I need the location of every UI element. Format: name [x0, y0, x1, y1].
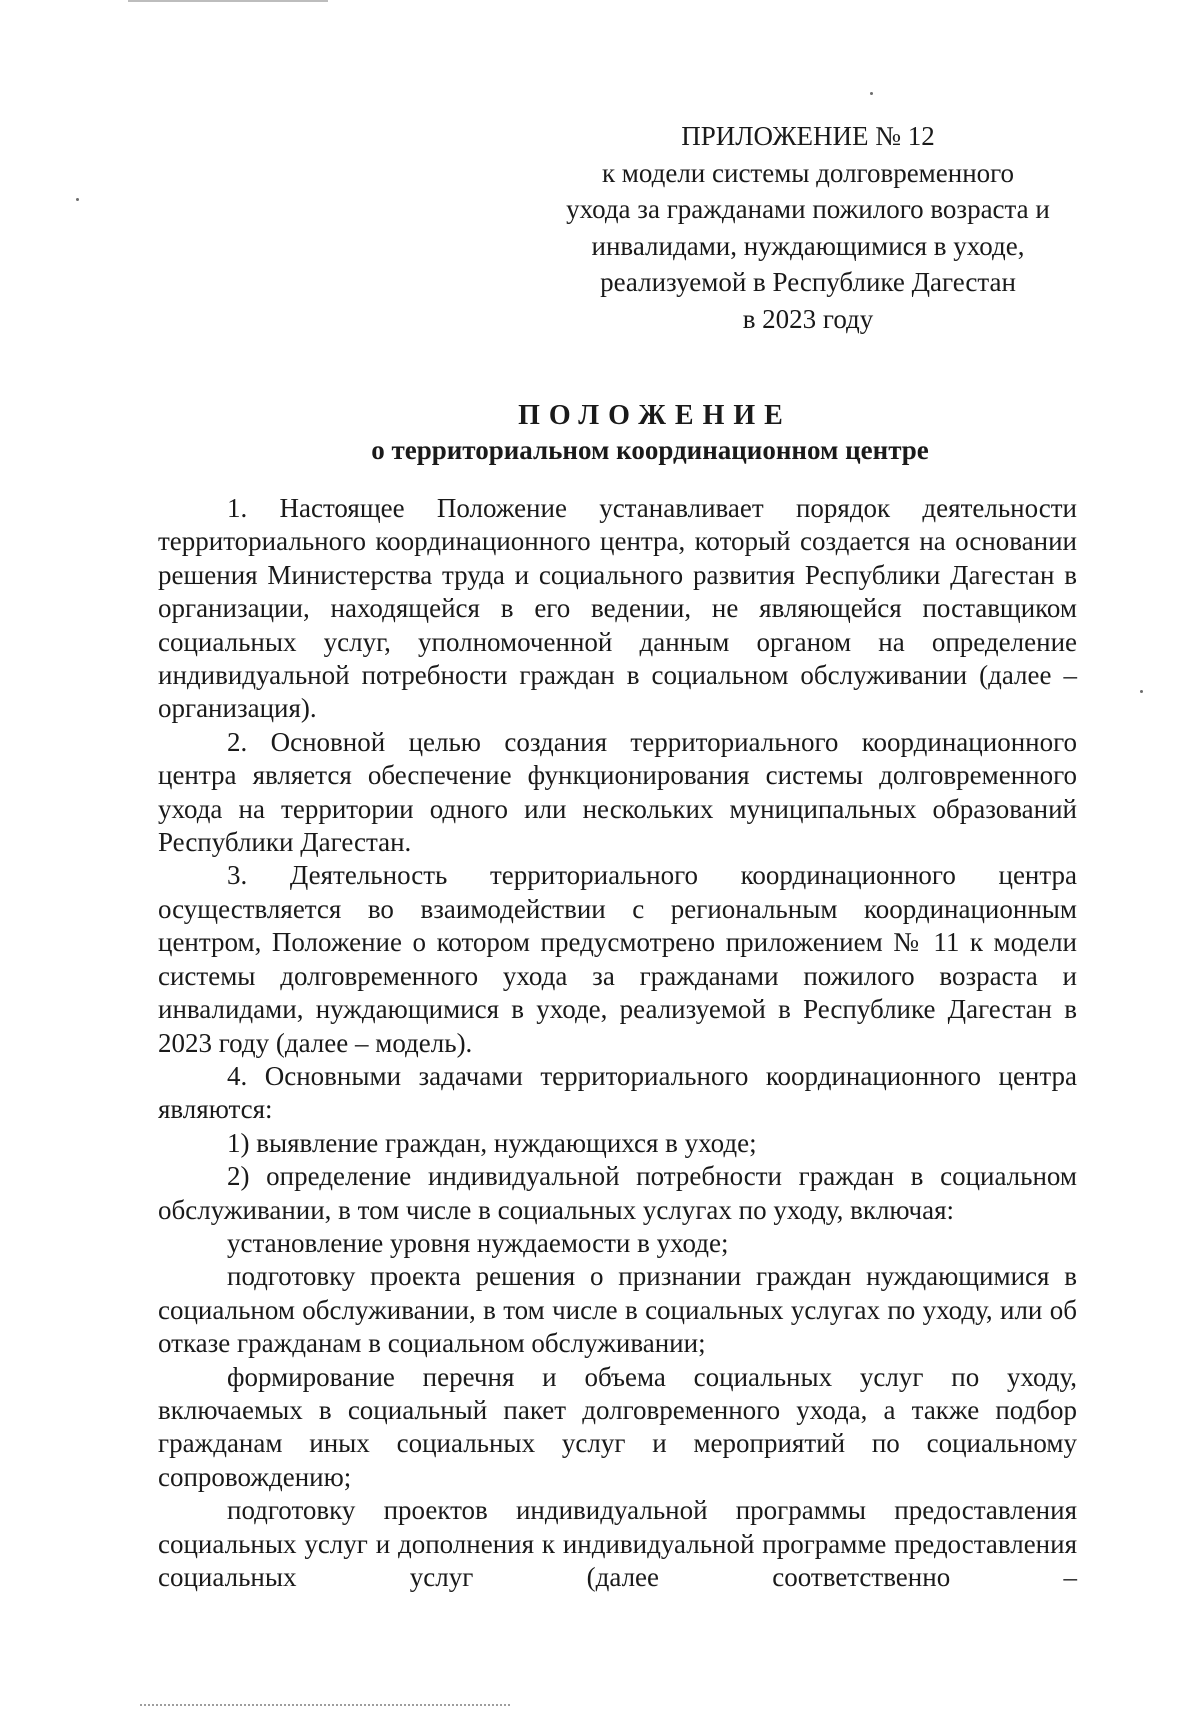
appendix-number: ПРИЛОЖЕНИЕ № 12	[681, 121, 935, 151]
scan-artifact-bottom	[140, 1704, 510, 1708]
document-title	[160, 398, 1140, 468]
paragraph: 3. Деятельность территориального координационного центра осуществляется во взаимодействии с региональным координационным центром, Положение о котором предусмотрено приложением № 11 к модели системы долговременного ухода за гражданами пожилого возраста и инвалидами, нуждающимися в уходе, реализуемой в Республике Дагестан в 2023 году (далее – модель).	[158, 860, 1077, 1058]
sub-item: формирование перечня и объема социальных услуг по уходу, включаемых в социальный пакет долговременного ухода, а также подбор гражданам иных социальных услуг и мероприятий по социальному сопровождению;	[158, 1361, 1077, 1492]
paragraph: 2. Основной целью создания территориального координационного центра является обеспечение функционирования системы долговременного ухода на территории одного или нескольких муниципальных образований Республики Дагестан.	[158, 726, 1077, 858]
appendix-line: к модели системы долговременного	[601, 157, 1015, 188]
appendix-line: инвалидами, нуждающимися в уходе,	[591, 230, 1025, 261]
document-body	[158, 492, 1077, 1594]
paragraph: 1. Настоящее Положение устанавливает порядок деятельности территориального координационного центра, который создается на основании решения Министерства труда и социального развития Республики Дагестан в организации, находящейся в его ведении, не являющейся поставщиком социальных услуг, уполномоченной данным органом на определение индивидуальной потребности граждан в социальном обслуживании (далее – организация).	[158, 493, 1077, 724]
scan-speck	[1140, 690, 1143, 693]
appendix-line: реализуемой в Республике Дагестан	[600, 267, 1016, 297]
appendix-line: ухода за гражданами пожилого возраста и	[566, 194, 1050, 224]
sub-item: подготовку проекта решения о признании граждан нуждающимися в социальном обслуживании, в том числе в социальных услугах по уходу, или об отказе гражданам в социальном обслуживании;	[158, 1261, 1077, 1359]
scan-speck	[870, 92, 873, 95]
sub-item: подготовку проектов индивидуальной программы предоставления социальных услуг и дополнения к индивидуальной программе предоставления социальных услуг (далее соответственно –	[158, 1495, 1077, 1592]
list-item: 2) определение индивидуальной потребности граждан в социальном обслуживании, в том числе в социальных услугах по уходу, включая:	[158, 1161, 1077, 1225]
list-item: 1) выявление граждан, нуждающихся в уходе;	[227, 1127, 757, 1158]
sub-item: установление уровня нуждаемости в уходе;	[227, 1227, 729, 1258]
appendix-line: в 2023 году	[742, 303, 874, 334]
scan-artifact-top	[128, 0, 328, 2]
title-subheading: о территориальном координационном центре	[371, 435, 929, 465]
appendix-header	[548, 118, 1068, 337]
paragraph: 4. Основными задачами территориального координационного центра являются:	[158, 1060, 1077, 1125]
title-heading: ПОЛОЖЕНИЕ	[518, 400, 792, 431]
scan-speck	[76, 198, 79, 201]
